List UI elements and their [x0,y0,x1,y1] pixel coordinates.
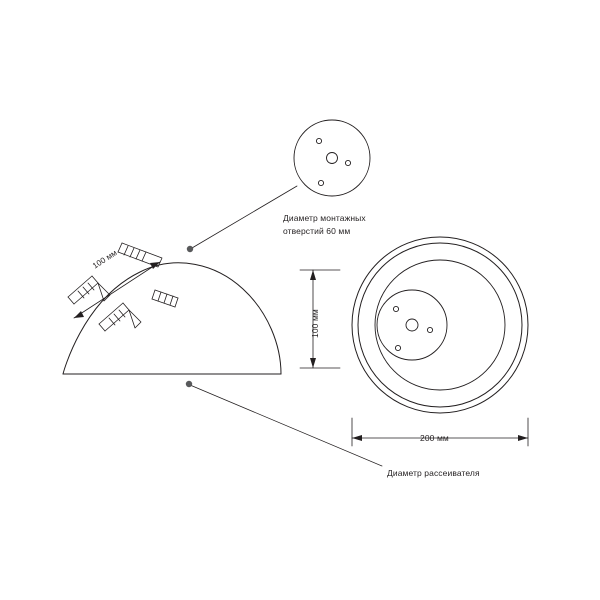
label-mount-holes-line2: отверстий 60 мм [283,226,351,236]
leader-dot-mount [187,246,193,252]
screw-group [68,243,178,331]
screw-2 [99,303,141,331]
label-dim-diameter: 200 мм [420,433,449,443]
side-view-dome [63,263,281,374]
leader-mount-holes [192,186,297,248]
mount-plate-detail [294,120,370,196]
leader-dot-diffuser [186,381,192,387]
label-dim-height: 100 мм [310,309,320,338]
plan-view-mount-plate [377,290,447,360]
label-diffuser-diameter: Диаметр рассеивателя [387,468,480,478]
label-dim-screw-spacing: 100 мм [91,248,119,271]
screw-4 [152,290,178,307]
screw-1 [68,276,110,304]
label-mount-holes-line1: Диаметр монтажных [283,213,366,223]
plan-view-diffuser [352,237,528,413]
leader-diffuser [190,385,382,466]
dim-height [300,270,340,368]
dim-screw-spacing [74,262,160,318]
